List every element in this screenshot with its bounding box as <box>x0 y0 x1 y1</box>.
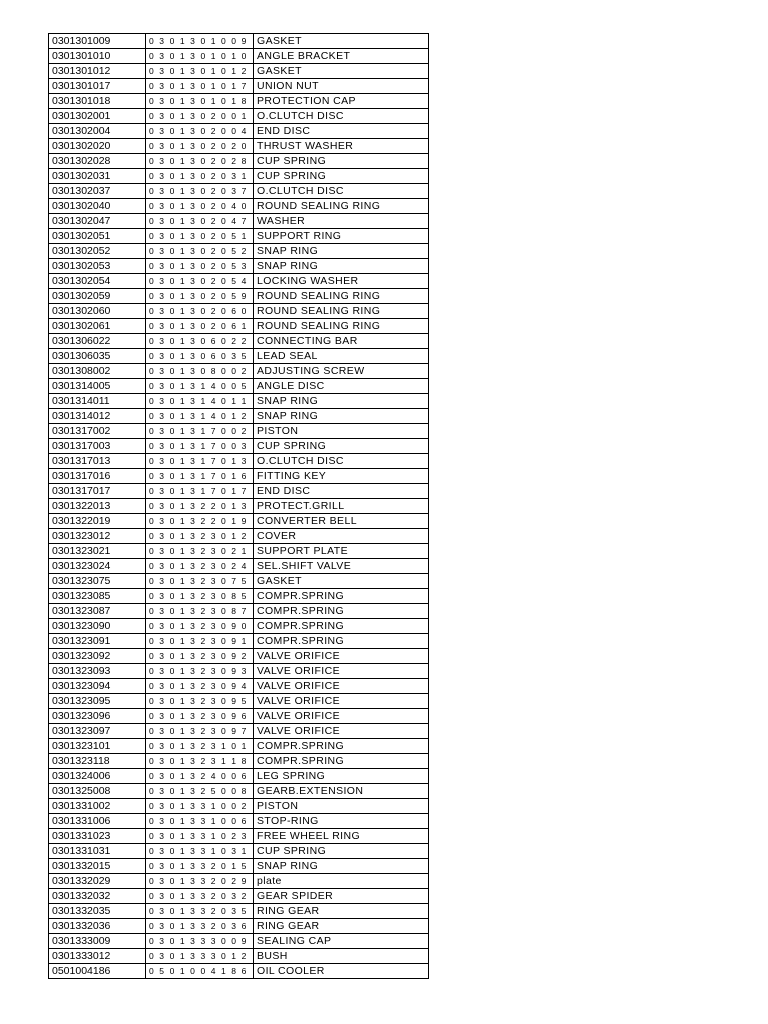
table-row <box>49 904 429 919</box>
table-row <box>49 484 429 499</box>
table-row <box>49 919 429 934</box>
table-row <box>49 799 429 814</box>
description-cell: GASKET <box>254 64 429 79</box>
spaced-part-number-cell: 0 3 0 1 3 2 3 1 0 1 <box>146 739 254 754</box>
spaced-part-number-cell: 0 3 0 1 3 3 2 0 2 9 <box>146 874 254 889</box>
part-number-cell: 0301323021 <box>49 544 146 559</box>
spaced-part-number-cell: 0 3 0 1 3 0 2 0 5 4 <box>146 274 254 289</box>
description-cell: CUP SPRING <box>254 169 429 184</box>
description-cell: STOP-RING <box>254 814 429 829</box>
part-number-cell: 0301323092 <box>49 649 146 664</box>
spaced-part-number-cell: 0 3 0 1 3 0 8 0 0 2 <box>146 364 254 379</box>
spaced-part-number-cell: 0 3 0 1 3 0 2 0 2 0 <box>146 139 254 154</box>
table-row <box>49 184 429 199</box>
table-row <box>49 724 429 739</box>
table-row <box>49 664 429 679</box>
table-row <box>49 874 429 889</box>
part-number-cell: 0301302020 <box>49 139 146 154</box>
part-number-cell: 0301317013 <box>49 454 146 469</box>
part-number-cell: 0301317003 <box>49 439 146 454</box>
spaced-part-number-cell: 0 3 0 1 3 1 7 0 0 2 <box>146 424 254 439</box>
description-cell: CUP SPRING <box>254 154 429 169</box>
description-cell: SEALING CAP <box>254 934 429 949</box>
part-number-cell: 0301302040 <box>49 199 146 214</box>
part-number-cell: 0301302053 <box>49 259 146 274</box>
table-row <box>49 619 429 634</box>
description-cell: plate <box>254 874 429 889</box>
part-number-cell: 0301302031 <box>49 169 146 184</box>
spaced-part-number-cell: 0 3 0 1 3 2 3 0 2 1 <box>146 544 254 559</box>
part-number-cell: 0301322013 <box>49 499 146 514</box>
part-number-cell: 0301317016 <box>49 469 146 484</box>
part-number-cell: 0301323091 <box>49 634 146 649</box>
part-number-cell: 0301323090 <box>49 619 146 634</box>
table-row <box>49 769 429 784</box>
description-cell: CONVERTER BELL <box>254 514 429 529</box>
table-row <box>49 379 429 394</box>
part-number-cell: 0301302001 <box>49 109 146 124</box>
description-cell: THRUST WASHER <box>254 139 429 154</box>
spaced-part-number-cell: 0 3 0 1 3 2 5 0 0 8 <box>146 784 254 799</box>
part-number-cell: 0301301009 <box>49 34 146 49</box>
part-number-cell: 0301323087 <box>49 604 146 619</box>
spaced-part-number-cell: 0 3 0 1 3 2 3 0 9 2 <box>146 649 254 664</box>
description-cell: SNAP RING <box>254 259 429 274</box>
part-number-cell: 0301302028 <box>49 154 146 169</box>
spaced-part-number-cell: 0 3 0 1 3 2 3 0 8 5 <box>146 589 254 604</box>
description-cell: GASKET <box>254 34 429 49</box>
table-row <box>49 589 429 604</box>
description-cell: COVER <box>254 529 429 544</box>
description-cell: VALVE ORIFICE <box>254 664 429 679</box>
table-row <box>49 214 429 229</box>
description-cell: PISTON <box>254 424 429 439</box>
part-number-cell: 0301331031 <box>49 844 146 859</box>
table-row <box>49 304 429 319</box>
spaced-part-number-cell: 0 3 0 1 3 0 2 0 4 7 <box>146 214 254 229</box>
part-number-cell: 0301308002 <box>49 364 146 379</box>
description-cell: VALVE ORIFICE <box>254 679 429 694</box>
table-row <box>49 349 429 364</box>
spaced-part-number-cell: 0 3 0 1 3 2 3 1 1 8 <box>146 754 254 769</box>
table-row <box>49 154 429 169</box>
table-row <box>49 364 429 379</box>
description-cell: SUPPORT RING <box>254 229 429 244</box>
description-cell: END DISC <box>254 124 429 139</box>
table-row <box>49 679 429 694</box>
description-cell: LOCKING WASHER <box>254 274 429 289</box>
spaced-part-number-cell: 0 3 0 1 3 3 2 0 3 6 <box>146 919 254 934</box>
part-number-cell: 0301302004 <box>49 124 146 139</box>
table-row <box>49 709 429 724</box>
description-cell: VALVE ORIFICE <box>254 709 429 724</box>
spaced-part-number-cell: 0 3 0 1 3 2 3 0 9 3 <box>146 664 254 679</box>
spaced-part-number-cell: 0 3 0 1 3 3 2 0 3 2 <box>146 889 254 904</box>
description-cell: VALVE ORIFICE <box>254 694 429 709</box>
table-row <box>49 529 429 544</box>
part-number-cell: 0301331006 <box>49 814 146 829</box>
table-row <box>49 394 429 409</box>
table-row <box>49 409 429 424</box>
description-cell: CONNECTING BAR <box>254 334 429 349</box>
part-number-cell: 0301323118 <box>49 754 146 769</box>
spaced-part-number-cell: 0 3 0 1 3 2 3 0 8 7 <box>146 604 254 619</box>
spaced-part-number-cell: 0 3 0 1 3 0 2 0 5 3 <box>146 259 254 274</box>
spaced-part-number-cell: 0 3 0 1 3 0 2 0 3 7 <box>146 184 254 199</box>
description-cell: OIL COOLER <box>254 964 429 979</box>
spaced-part-number-cell: 0 3 0 1 3 0 2 0 5 9 <box>146 289 254 304</box>
spaced-part-number-cell: 0 3 0 1 3 0 2 0 5 2 <box>146 244 254 259</box>
spaced-part-number-cell: 0 3 0 1 3 2 3 0 9 1 <box>146 634 254 649</box>
part-number-cell: 0301302052 <box>49 244 146 259</box>
spaced-part-number-cell: 0 3 0 1 3 2 3 0 1 2 <box>146 529 254 544</box>
description-cell: FREE WHEEL RING <box>254 829 429 844</box>
spaced-part-number-cell: 0 3 0 1 3 0 1 0 1 0 <box>146 49 254 64</box>
description-cell: GEARB.EXTENSION <box>254 784 429 799</box>
table-row <box>49 49 429 64</box>
description-cell: SNAP RING <box>254 394 429 409</box>
description-cell: GEAR SPIDER <box>254 889 429 904</box>
spaced-part-number-cell: 0 3 0 1 3 2 4 0 0 6 <box>146 769 254 784</box>
spaced-part-number-cell: 0 3 0 1 3 3 1 0 2 3 <box>146 829 254 844</box>
description-cell: UNION NUT <box>254 79 429 94</box>
description-cell: COMPR.SPRING <box>254 634 429 649</box>
description-cell: COMPR.SPRING <box>254 754 429 769</box>
parts-table <box>48 33 429 979</box>
part-number-cell: 0301302060 <box>49 304 146 319</box>
spaced-part-number-cell: 0 3 0 1 3 2 2 0 1 9 <box>146 514 254 529</box>
table-row <box>49 574 429 589</box>
spaced-part-number-cell: 0 5 0 1 0 0 4 1 8 6 <box>146 964 254 979</box>
part-number-cell: 0301323101 <box>49 739 146 754</box>
description-cell: WASHER <box>254 214 429 229</box>
part-number-cell: 0301331002 <box>49 799 146 814</box>
spaced-part-number-cell: 0 3 0 1 3 2 3 0 9 4 <box>146 679 254 694</box>
description-cell: RING GEAR <box>254 919 429 934</box>
description-cell: O.CLUTCH DISC <box>254 109 429 124</box>
table-row <box>49 889 429 904</box>
table-row <box>49 94 429 109</box>
part-number-cell: 0301323012 <box>49 529 146 544</box>
table-row <box>49 274 429 289</box>
spaced-part-number-cell: 0 3 0 1 3 1 4 0 1 2 <box>146 409 254 424</box>
description-cell: VALVE ORIFICE <box>254 724 429 739</box>
table-row <box>49 829 429 844</box>
part-number-cell: 0301323093 <box>49 664 146 679</box>
table-row <box>49 319 429 334</box>
spaced-part-number-cell: 0 3 0 1 3 1 7 0 1 7 <box>146 484 254 499</box>
table-row <box>49 559 429 574</box>
spaced-part-number-cell: 0 3 0 1 3 1 4 0 1 1 <box>146 394 254 409</box>
description-cell: RING GEAR <box>254 904 429 919</box>
part-number-cell: 0301301017 <box>49 79 146 94</box>
part-number-cell: 0301314005 <box>49 379 146 394</box>
spaced-part-number-cell: 0 3 0 1 3 3 2 0 1 5 <box>146 859 254 874</box>
description-cell: COMPR.SPRING <box>254 604 429 619</box>
spaced-part-number-cell: 0 3 0 1 3 3 1 0 3 1 <box>146 844 254 859</box>
description-cell: ROUND SEALING RING <box>254 199 429 214</box>
table-row <box>49 454 429 469</box>
table-row <box>49 949 429 964</box>
table-row <box>49 109 429 124</box>
part-number-cell: 0301317002 <box>49 424 146 439</box>
table-row <box>49 244 429 259</box>
part-number-cell: 0301301018 <box>49 94 146 109</box>
table-row <box>49 469 429 484</box>
part-number-cell: 0301333012 <box>49 949 146 964</box>
table-row <box>49 169 429 184</box>
table-row <box>49 334 429 349</box>
table-row <box>49 694 429 709</box>
description-cell: FITTING KEY <box>254 469 429 484</box>
table-row <box>49 844 429 859</box>
spaced-part-number-cell: 0 3 0 1 3 0 2 0 5 1 <box>146 229 254 244</box>
part-number-cell: 0301317017 <box>49 484 146 499</box>
description-cell: COMPR.SPRING <box>254 589 429 604</box>
spaced-part-number-cell: 0 3 0 1 3 0 2 0 2 8 <box>146 154 254 169</box>
description-cell: SNAP RING <box>254 859 429 874</box>
spaced-part-number-cell: 0 3 0 1 3 3 3 0 0 9 <box>146 934 254 949</box>
table-row <box>49 79 429 94</box>
spaced-part-number-cell: 0 3 0 1 3 2 3 0 2 4 <box>146 559 254 574</box>
table-row <box>49 229 429 244</box>
description-cell: PISTON <box>254 799 429 814</box>
part-number-cell: 0301332036 <box>49 919 146 934</box>
part-number-cell: 0301306035 <box>49 349 146 364</box>
table-row <box>49 124 429 139</box>
table-row <box>49 784 429 799</box>
part-number-cell: 0301301010 <box>49 49 146 64</box>
part-number-cell: 0301332035 <box>49 904 146 919</box>
spaced-part-number-cell: 0 3 0 1 3 0 6 0 2 2 <box>146 334 254 349</box>
part-number-cell: 0301323097 <box>49 724 146 739</box>
spaced-part-number-cell: 0 3 0 1 3 3 1 0 0 6 <box>146 814 254 829</box>
spaced-part-number-cell: 0 3 0 1 3 0 1 0 1 8 <box>146 94 254 109</box>
part-number-cell: 0301332029 <box>49 874 146 889</box>
description-cell: ADJUSTING SCREW <box>254 364 429 379</box>
spaced-part-number-cell: 0 3 0 1 3 0 2 0 3 1 <box>146 169 254 184</box>
part-number-cell: 0301301012 <box>49 64 146 79</box>
spaced-part-number-cell: 0 3 0 1 3 0 1 0 1 7 <box>146 79 254 94</box>
description-cell: LEAD SEAL <box>254 349 429 364</box>
part-number-cell: 0301302051 <box>49 229 146 244</box>
spaced-part-number-cell: 0 3 0 1 3 3 1 0 0 2 <box>146 799 254 814</box>
part-number-cell: 0301323094 <box>49 679 146 694</box>
spaced-part-number-cell: 0 3 0 1 3 0 6 0 3 5 <box>146 349 254 364</box>
part-number-cell: 0301331023 <box>49 829 146 844</box>
spaced-part-number-cell: 0 3 0 1 3 3 2 0 3 5 <box>146 904 254 919</box>
part-number-cell: 0301323075 <box>49 574 146 589</box>
table-row <box>49 259 429 274</box>
spaced-part-number-cell: 0 3 0 1 3 2 3 0 7 5 <box>146 574 254 589</box>
table-row <box>49 964 429 979</box>
description-cell: ROUND SEALING RING <box>254 304 429 319</box>
description-cell: GASKET <box>254 574 429 589</box>
spaced-part-number-cell: 0 3 0 1 3 2 3 0 9 6 <box>146 709 254 724</box>
part-number-cell: 0301302054 <box>49 274 146 289</box>
part-number-cell: 0301323095 <box>49 694 146 709</box>
description-cell: LEG SPRING <box>254 769 429 784</box>
description-cell: BUSH <box>254 949 429 964</box>
description-cell: CUP SPRING <box>254 439 429 454</box>
description-cell: SNAP RING <box>254 409 429 424</box>
spaced-part-number-cell: 0 3 0 1 3 1 4 0 0 5 <box>146 379 254 394</box>
part-number-cell: 0301333009 <box>49 934 146 949</box>
spaced-part-number-cell: 0 3 0 1 3 2 3 0 9 0 <box>146 619 254 634</box>
spaced-part-number-cell: 0 3 0 1 3 0 1 0 0 9 <box>146 34 254 49</box>
description-cell: ANGLE BRACKET <box>254 49 429 64</box>
part-number-cell: 0301332032 <box>49 889 146 904</box>
spaced-part-number-cell: 0 3 0 1 3 0 2 0 4 0 <box>146 199 254 214</box>
spaced-part-number-cell: 0 3 0 1 3 0 2 0 6 0 <box>146 304 254 319</box>
part-number-cell: 0301323024 <box>49 559 146 574</box>
table-row <box>49 634 429 649</box>
table-row <box>49 739 429 754</box>
part-number-cell: 0301314011 <box>49 394 146 409</box>
part-number-cell: 0501004186 <box>49 964 146 979</box>
table-row <box>49 544 429 559</box>
part-number-cell: 0301302059 <box>49 289 146 304</box>
spaced-part-number-cell: 0 3 0 1 3 0 1 0 1 2 <box>146 64 254 79</box>
part-number-cell: 0301302047 <box>49 214 146 229</box>
table-row <box>49 514 429 529</box>
spaced-part-number-cell: 0 3 0 1 3 1 7 0 0 3 <box>146 439 254 454</box>
table-row <box>49 289 429 304</box>
description-cell: PROTECTION CAP <box>254 94 429 109</box>
table-row <box>49 499 429 514</box>
table-row <box>49 604 429 619</box>
description-cell: ROUND SEALING RING <box>254 289 429 304</box>
table-row <box>49 34 429 49</box>
spaced-part-number-cell: 0 3 0 1 3 1 7 0 1 3 <box>146 454 254 469</box>
part-number-cell: 0301306022 <box>49 334 146 349</box>
spaced-part-number-cell: 0 3 0 1 3 1 7 0 1 6 <box>146 469 254 484</box>
table-row <box>49 199 429 214</box>
description-cell: O.CLUTCH DISC <box>254 184 429 199</box>
table-row <box>49 139 429 154</box>
part-number-cell: 0301325008 <box>49 784 146 799</box>
table-row <box>49 424 429 439</box>
description-cell: ROUND SEALING RING <box>254 319 429 334</box>
description-cell: SUPPORT PLATE <box>254 544 429 559</box>
part-number-cell: 0301323085 <box>49 589 146 604</box>
description-cell: SEL.SHIFT VALVE <box>254 559 429 574</box>
table-row <box>49 754 429 769</box>
spaced-part-number-cell: 0 3 0 1 3 2 3 0 9 5 <box>146 694 254 709</box>
spaced-part-number-cell: 0 3 0 1 3 0 2 0 6 1 <box>146 319 254 334</box>
part-number-cell: 0301302037 <box>49 184 146 199</box>
part-number-cell: 0301302061 <box>49 319 146 334</box>
spaced-part-number-cell: 0 3 0 1 3 3 3 0 1 2 <box>146 949 254 964</box>
spaced-part-number-cell: 0 3 0 1 3 0 2 0 0 1 <box>146 109 254 124</box>
description-cell: END DISC <box>254 484 429 499</box>
description-cell: O.CLUTCH DISC <box>254 454 429 469</box>
table-row <box>49 649 429 664</box>
part-number-cell: 0301323096 <box>49 709 146 724</box>
spaced-part-number-cell: 0 3 0 1 3 0 2 0 0 4 <box>146 124 254 139</box>
description-cell: CUP SPRING <box>254 844 429 859</box>
spaced-part-number-cell: 0 3 0 1 3 2 2 0 1 3 <box>146 499 254 514</box>
description-cell: COMPR.SPRING <box>254 619 429 634</box>
table-row <box>49 64 429 79</box>
table-row <box>49 814 429 829</box>
parts-table-body <box>49 34 429 979</box>
spaced-part-number-cell: 0 3 0 1 3 2 3 0 9 7 <box>146 724 254 739</box>
description-cell: SNAP RING <box>254 244 429 259</box>
description-cell: PROTECT.GRILL <box>254 499 429 514</box>
description-cell: COMPR.SPRING <box>254 739 429 754</box>
part-number-cell: 0301332015 <box>49 859 146 874</box>
part-number-cell: 0301322019 <box>49 514 146 529</box>
description-cell: ANGLE DISC <box>254 379 429 394</box>
part-number-cell: 0301324006 <box>49 769 146 784</box>
part-number-cell: 0301314012 <box>49 409 146 424</box>
table-row <box>49 934 429 949</box>
description-cell: VALVE ORIFICE <box>254 649 429 664</box>
table-row <box>49 439 429 454</box>
table-row <box>49 859 429 874</box>
